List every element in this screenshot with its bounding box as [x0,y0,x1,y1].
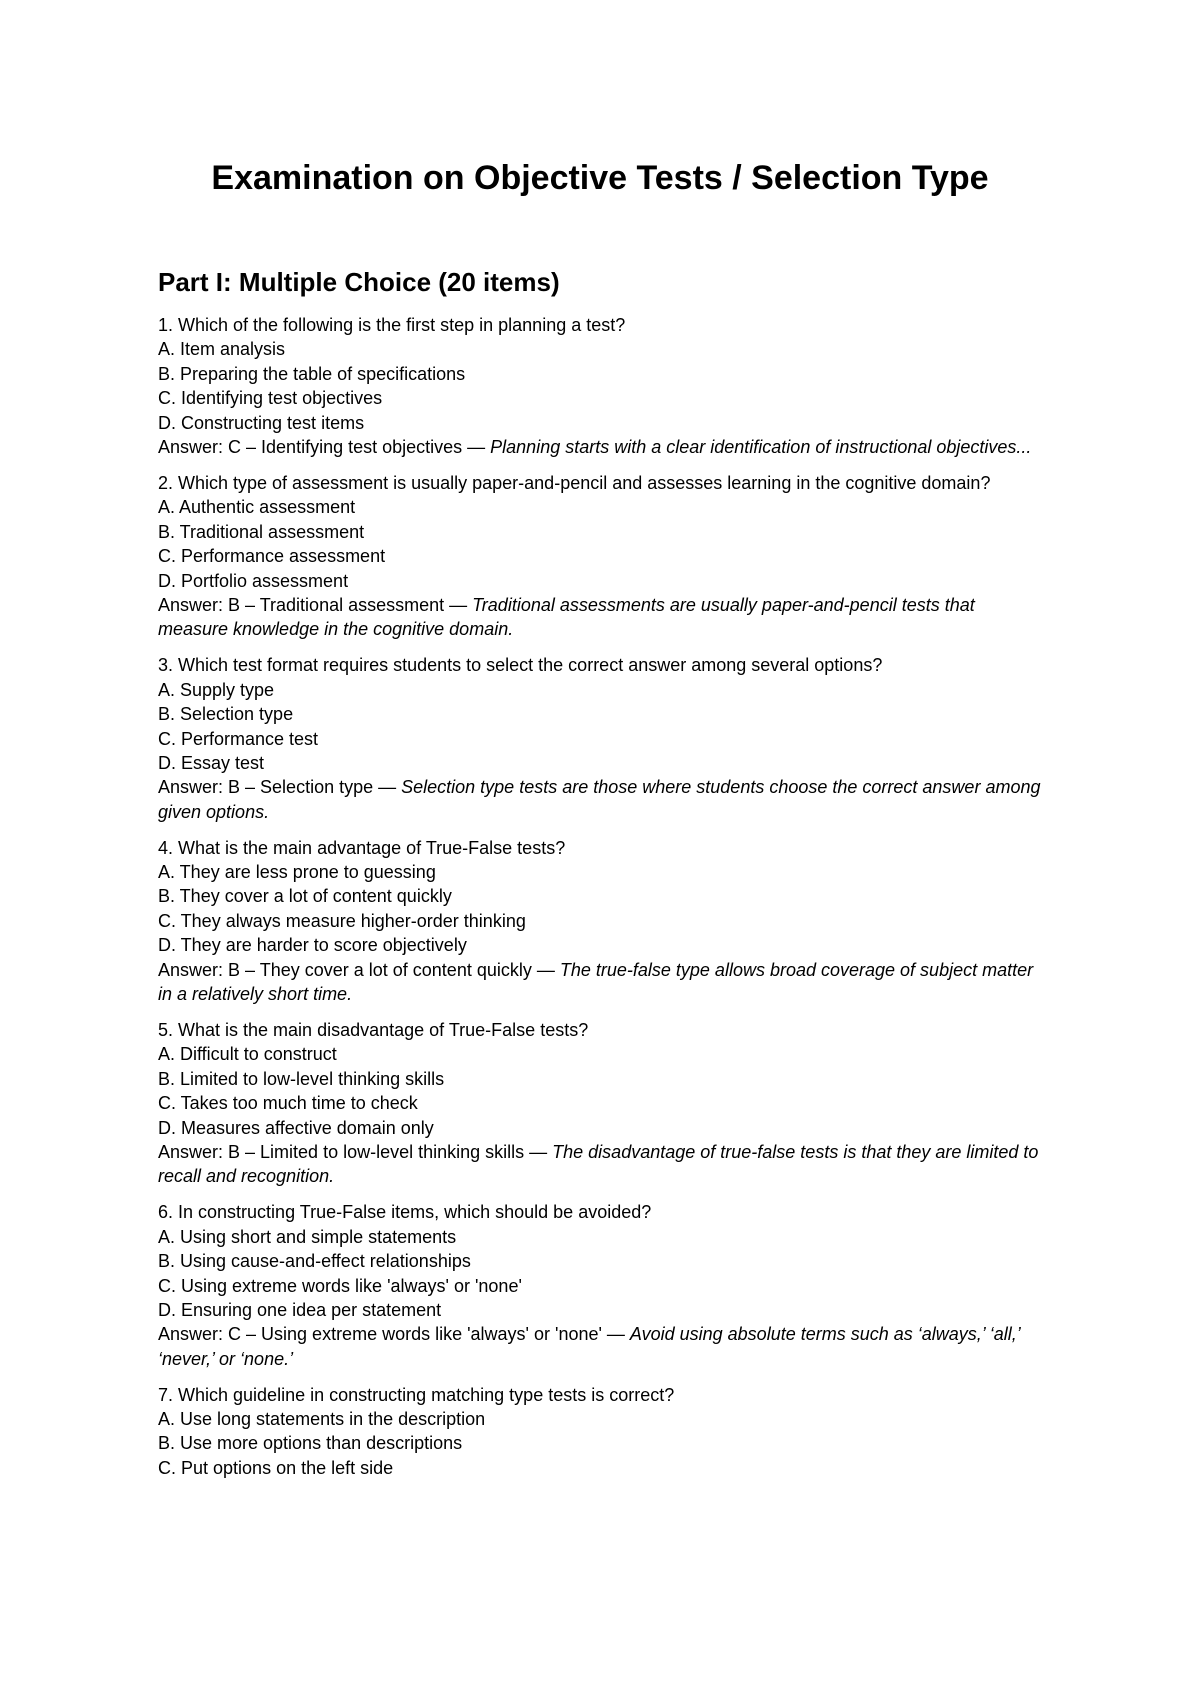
question-item [158,313,1048,459]
answer-explanation: Avoid using absolute terms such as ‘always,’ ‘all,’ ‘never,’ or ‘none.’ [158,1324,1020,1369]
question-item [158,1018,1048,1189]
answer-line [158,1140,1048,1189]
option-c: C. Identifying test objectives [158,388,383,409]
option-a: A. Difficult to construct [158,1044,337,1065]
option-c: C. Using extreme words like 'always' or 'none' [158,1275,522,1296]
answer-explanation: The disadvantage of true-false tests is that they are limited to recall and recognition. [158,1142,1039,1187]
option-b: B. Limited to low-level thinking skills [158,1068,445,1089]
question-item [158,1383,1048,1481]
option-a: A. Use long statements in the description [158,1409,486,1430]
question-stem: 5. What is the main disadvantage of True-False tests? [158,1019,589,1040]
option-b: B. Traditional assessment [158,521,365,542]
answer-key: Answer: B – Selection type — [158,777,402,798]
question-item [158,471,1048,642]
option-c: C. Takes too much time to check [158,1093,418,1114]
option-c: C. Performance test [158,728,319,749]
question-item [158,653,1048,824]
option-c: C. Put options on the left side [158,1457,394,1478]
question-stem: 6. In constructing True-False items, which should be avoided? [158,1202,652,1223]
option-a: A. Supply type [158,679,275,700]
option-a: A. They are less prone to guessing [158,862,436,883]
question-stem: 1. Which of the following is the first step in planning a test? [158,315,626,335]
answer-explanation: Selection type tests are those where students choose the correct answer among given options. [158,777,1041,822]
option-a: A. Using short and simple statements [158,1226,457,1247]
question-stem: 3. Which test format requires students to select the correct answer among several options? [158,655,883,676]
document-title: Examination on Objective Tests / Selection Type [211,159,989,197]
option-c: C. Performance assessment [158,546,386,567]
answer-key: Answer: B – They cover a lot of content quickly — [158,959,560,980]
option-d: D. Portfolio assessment [158,570,349,591]
answer-key: Answer: B – Traditional assessment — [158,594,473,615]
part-heading: Part I: Multiple Choice (20 items) [158,267,560,297]
question-item [158,836,1048,1007]
answer-key: Answer: C – Identifying test objectives — [158,437,491,458]
answer-line [158,1322,1048,1371]
question-stem: 4. What is the main advantage of True-False tests? [158,837,566,858]
option-a: A. Authentic assessment [158,497,356,518]
answer-key: Answer: B – Limited to low-level thinking skills — [158,1142,553,1162]
option-b: B. They cover a lot of content quickly [158,886,452,907]
answer-line [158,435,1048,459]
answer-explanation: Planning starts with a clear identification of instructional objectives... [490,437,1032,458]
question-stem: 2. Which type of assessment is usually paper-and-pencil and assesses learning in the cognitive domain? [158,472,991,493]
answer-line [158,775,1048,824]
option-b: B. Selection type [158,704,294,725]
option-d: D. Constructing test items [158,412,365,433]
question-list [158,313,1048,1492]
option-b: B. Preparing the table of specifications [158,363,466,384]
option-d: D. Ensuring one idea per statement [158,1299,442,1320]
option-d: D. Measures affective domain only [158,1117,434,1138]
answer-line [158,593,1048,642]
option-a: A. Item analysis [158,339,286,360]
answer-explanation: Traditional assessments are usually paper-and-pencil tests that measure knowledge in the cognitive domain. [158,594,975,640]
option-d: D. They are harder to score objectively [158,935,467,956]
question-item [158,1200,1048,1371]
question-stem: 7. Which guideline in constructing matching type tests is correct? [158,1384,675,1405]
answer-key: Answer: C – Using extreme words like 'always' or 'none' — [158,1324,630,1345]
option-d: D. Essay test [158,752,265,773]
option-c: C. They always measure higher-order thinking [158,910,526,931]
option-b: B. Use more options than descriptions [158,1433,463,1454]
answer-explanation: The true-false type allows broad coverage of subject matter in a relatively short time. [158,959,1034,1005]
option-b: B. Using cause-and-effect relationships [158,1251,471,1272]
answer-line [158,958,1048,1007]
